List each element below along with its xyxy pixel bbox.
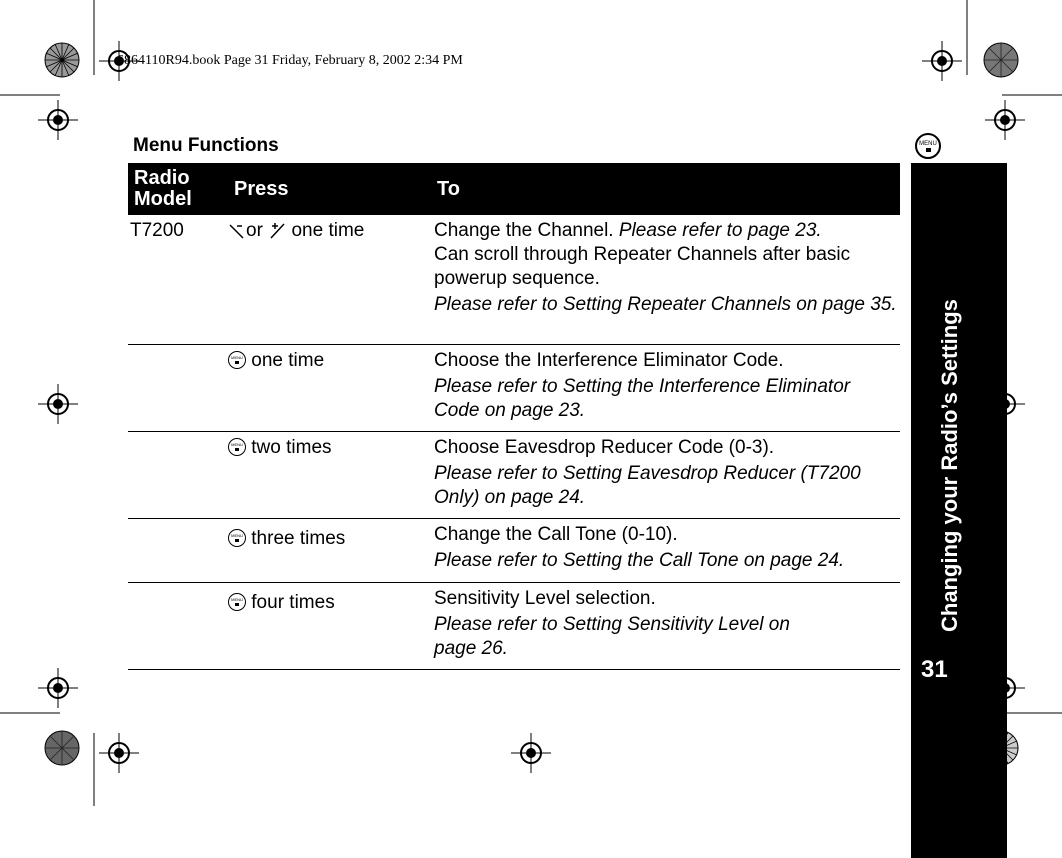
press-cell <box>228 582 431 669</box>
press-cell <box>228 431 431 518</box>
model-cell: T7200 <box>128 215 228 344</box>
to-cell <box>431 582 900 669</box>
column-header-model: Radio Model <box>128 163 228 215</box>
to-ref: Please refer to Setting Repeater Channels on page 35. <box>434 294 897 315</box>
to-text: Choose the Interference Eliminator Code. <box>434 349 784 371</box>
press-text: four times <box>251 591 335 613</box>
to-cell <box>431 215 900 344</box>
table-row <box>128 582 900 669</box>
table-row <box>128 215 900 344</box>
section-title: Menu Functions <box>133 135 279 156</box>
side-tab-title: Changing your Radio’s Settings <box>937 299 962 632</box>
table-row <box>128 518 900 582</box>
to-ref: Please refer to Setting Sensitivity Level on page 26. <box>434 613 790 659</box>
press-text: one time <box>251 349 325 371</box>
to-cell <box>431 518 900 582</box>
to-text-2: Can scroll through Repeater Channels after basic powerup sequence. <box>434 244 851 289</box>
table-header-row <box>128 163 900 215</box>
registration-mark-icon <box>38 100 78 140</box>
file-info-header: 6864110R94.book Page 31 Friday, February 8, 2002 2:34 PM <box>117 53 463 68</box>
to-cell <box>431 431 900 518</box>
press-cell <box>228 344 431 431</box>
to-ref: Please refer to Setting the Call Tone on page 24. <box>434 549 845 571</box>
menu-key-icon: MENU <box>228 593 246 611</box>
press-text: three times <box>251 527 346 549</box>
to-text: Sensitivity Level selection. <box>434 587 656 609</box>
registration-mark-icon <box>922 41 962 81</box>
to-ref-inline: Please refer to page 23. <box>618 220 822 241</box>
registration-mark-icon <box>38 384 78 424</box>
menu-key-icon: MENU <box>228 438 246 456</box>
to-ref: Please refer to Setting Eavesdrop Reducer (T7200 Only) on page 24. <box>434 462 861 508</box>
registration-mark-icon <box>511 733 551 773</box>
table-row <box>128 431 900 518</box>
model-cell <box>128 431 228 518</box>
to-text: Choose Eavesdrop Reducer Code (0-3). <box>434 436 775 458</box>
registration-mark-icon <box>38 668 78 708</box>
down-key-icon <box>228 222 246 240</box>
to-text: Change the Channel. <box>434 220 614 241</box>
registration-mark-icon <box>985 100 1025 140</box>
to-cell <box>431 344 900 431</box>
press-or: or <box>246 220 263 241</box>
press-text: two times <box>251 436 332 458</box>
color-wheel-icon <box>983 42 1019 78</box>
color-wheel-icon <box>44 42 80 78</box>
column-header-to: To <box>431 163 900 215</box>
menu-key-icon: MENU <box>915 133 941 159</box>
press-cell <box>228 215 431 344</box>
model-cell <box>128 344 228 431</box>
table-row <box>128 344 900 431</box>
model-cell <box>128 518 228 582</box>
up-key-icon <box>268 222 286 240</box>
menu-key-icon: MENU <box>228 351 246 369</box>
model-cell <box>128 582 228 669</box>
color-wheel-icon <box>44 730 80 766</box>
to-text: Change the Call Tone (0-10). <box>434 523 678 545</box>
press-cell <box>228 518 431 582</box>
registration-mark-icon <box>99 733 139 773</box>
menu-functions-table <box>128 163 900 670</box>
menu-key-icon: MENU <box>228 529 246 547</box>
to-ref: Please refer to Setting the Interference Eliminator Code on page 23. <box>434 375 851 421</box>
column-header-press: Press <box>228 163 431 215</box>
page-number: 31 <box>921 656 948 683</box>
press-text: one time <box>291 220 365 241</box>
